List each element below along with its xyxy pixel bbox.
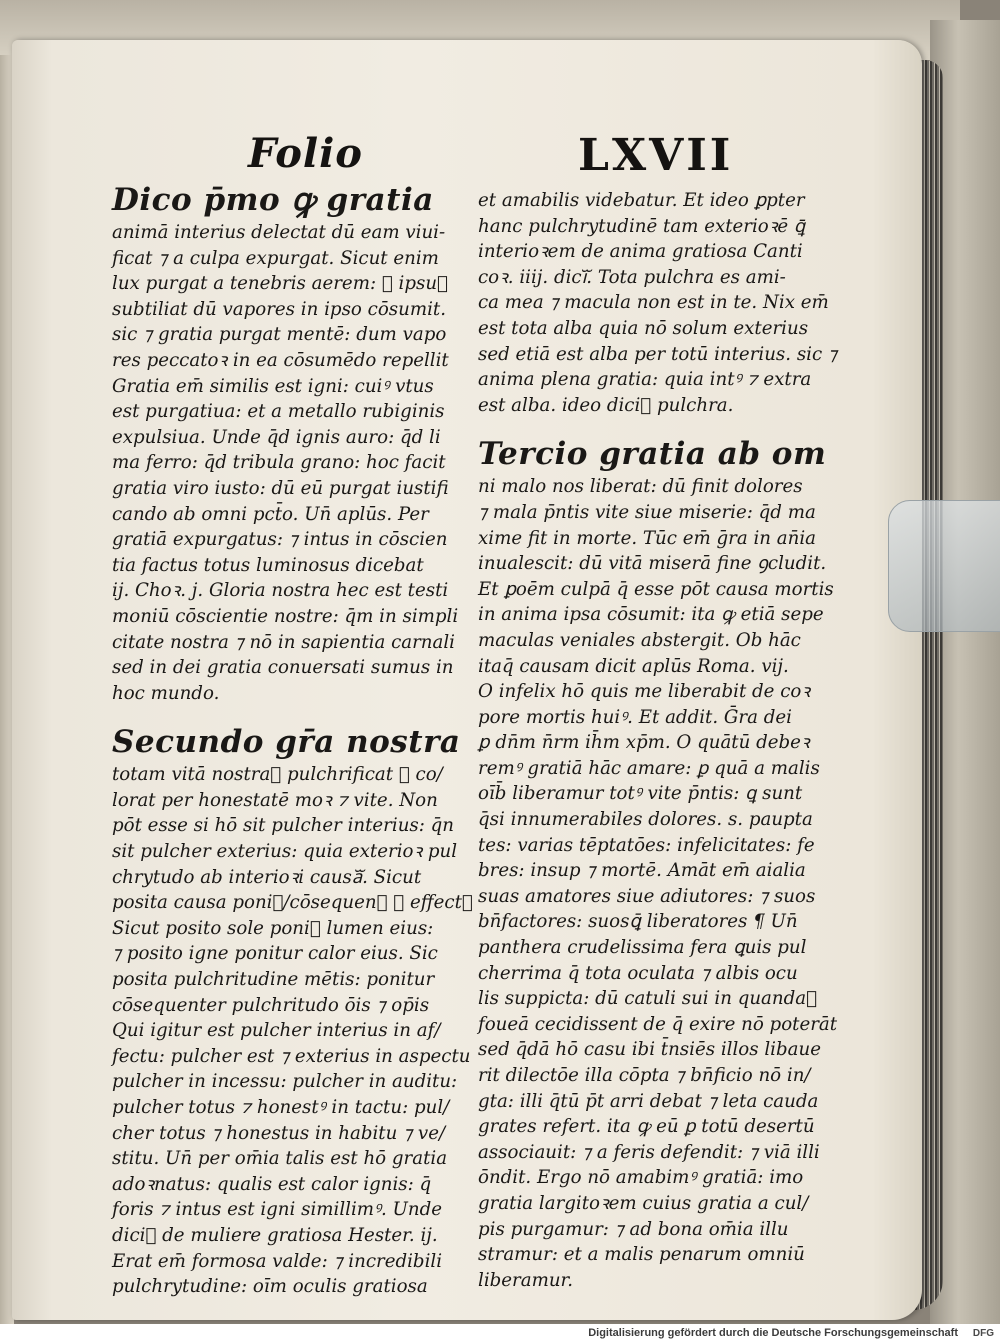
text-line: q̄si innumerabiles dolores. s. paupta bbox=[478, 809, 813, 831]
text-line: bres: insup ⁊ mortē. Amāt em̄ aialia bbox=[478, 860, 806, 882]
text-line: pis purgamur: ⁊ ad bona om̄ia illu bbox=[478, 1218, 789, 1240]
section-heading-second: Secundo gr̄a nostra bbox=[112, 724, 461, 761]
text-line: cōsequenter pulchritudo ōis ⁊ op̄is bbox=[112, 994, 430, 1016]
text-line: gratiā expurgatus: ⁊ intus in cōscien bbox=[112, 529, 448, 551]
text-line: gta: illi q̄tū p̄t arri debat ⁊ leta cauda bbox=[478, 1090, 819, 1112]
text-line: posita causa poniᷓ/cōsequenᷓ ⁊ effectꝰ bbox=[112, 892, 473, 914]
text-line: pulcher totus ⁊ honestꝰ in tactu: pul/ bbox=[112, 1097, 450, 1118]
text-line: hoc mundo. bbox=[112, 682, 220, 704]
text-line: subtiliat dū vapores in ipso cōsumit. bbox=[112, 298, 446, 320]
text-line: sed q̄dā hō casu ibi t̄nsiēs illos libaue bbox=[478, 1039, 821, 1061]
text-line: panthera crudelissima fera ꝗuis pul bbox=[478, 937, 807, 959]
text-line: pore mortis huiꝰ. Et addit. Ḡra dei bbox=[478, 706, 792, 728]
text-line: sic ⁊ gratia purgat mentē: dum vapo bbox=[112, 324, 447, 346]
right-paragraph-2 bbox=[478, 474, 838, 1293]
text-line: lux purgat a tenebris aerem: ⁊ ipsuᷓ bbox=[112, 273, 448, 295]
left-paragraph-1 bbox=[112, 220, 472, 706]
text-line: citate nostra ⁊ nō in sapientia carnali bbox=[112, 631, 455, 653]
text-line: sed etiā est alba per totū interius. sic ⁊ bbox=[478, 343, 837, 365]
text-line: ⁊ posito igne ponitur calor eius. Sic bbox=[112, 943, 438, 965]
text-line: diciᷓ de muliere gratiosa Hester. ij. bbox=[112, 1224, 438, 1246]
text-line: oīb̄ liberamur totꝰ vite p̄ntis: ꝗ sunt bbox=[478, 783, 803, 805]
text-line: cherrima q̄ tota oculata ⁊ albis ocu bbox=[478, 962, 798, 984]
text-line: pulcher in incessu: pulcher in auditu: bbox=[112, 1071, 458, 1093]
text-line: inualescit: dū vitā miserā fine ꝯcludit. bbox=[478, 553, 827, 575]
text-line: est alba. ideo diciᷓ pulchra. bbox=[478, 394, 734, 416]
text-line: ⁊ mala p̄ntis vite siue miserie: q̄d ma bbox=[478, 501, 816, 523]
text-line: adoꝛnatus: qualis est calor ignis: q̄ bbox=[112, 1173, 432, 1195]
text-line: lis suppicta: dū catuli sui in quandaᷓ bbox=[478, 988, 818, 1010]
right-column bbox=[478, 188, 838, 1293]
section-heading-third: Tercio gratia ab om bbox=[478, 436, 827, 473]
text-line: Sicut posito sole poniᷓ lumen eius: bbox=[112, 917, 434, 939]
text-line: gratia largitoꝛem cuius gratia a cul/ bbox=[478, 1192, 809, 1214]
folio-number: LXVII bbox=[578, 130, 734, 181]
text-line: interioꝛem de anima gratiosa Canti bbox=[478, 241, 803, 263]
folio-label: Folio bbox=[248, 130, 363, 177]
text-line: animā interius delectat dū eam viui- bbox=[112, 222, 446, 243]
text-line: foueā cecidissent de q̄ exire nō poterāt bbox=[478, 1013, 838, 1035]
text-line: Et ꝑoēm culpā q̄ esse pōt causa mortis bbox=[478, 578, 834, 600]
text-line: rit dilectōe illa cōpta ⁊ bn̄ficio nō in/ bbox=[478, 1065, 811, 1086]
text-line: cando ab omni pct̄o. Un̄ aplūs. Per bbox=[112, 503, 429, 525]
page-clip bbox=[888, 500, 1000, 632]
text-line: chrytudo ab interioꝛi causaᷓ. Sicut bbox=[112, 866, 422, 888]
text-line: foris ⁊ intus est igni simillimꝰ. Unde bbox=[112, 1199, 442, 1221]
text-line: expulsiua. Unde q̄d ignis auro: q̄d li bbox=[112, 426, 441, 448]
text-line: hanc pulchrytudinē tam exterioꝛē ꝗ̄ bbox=[478, 215, 806, 237]
right-paragraph-1 bbox=[478, 188, 837, 418]
text-line: ni malo nos liberat: dū finit dolores bbox=[478, 476, 803, 498]
text-line: bn̄factores: suosꝗ̄ liberatores ¶ Un̄ bbox=[478, 911, 798, 933]
text-line: pōt esse si hō sit pulcher interius: q̄n bbox=[112, 815, 455, 837]
text-line: ma ferro: q̄d tribula grano: hoc facit bbox=[112, 452, 446, 474]
text-line: associauit: ⁊ a feris defendit: ⁊ viā illi bbox=[478, 1141, 820, 1163]
text-line: tes: varias tēptatōes: infelicitates: fe bbox=[478, 834, 815, 856]
text-line: fectu: pulcher est ⁊ exterius in aspectu bbox=[112, 1045, 471, 1067]
text-line: moniū cōscientie nostre: q̄m in simpli bbox=[112, 605, 459, 627]
text-line: ca mea ⁊ macula non est in te. Nix em̄ bbox=[478, 292, 829, 314]
text-line: coꝛ. iiij. diciᷓ. Tota pulchra es ami- bbox=[478, 266, 786, 288]
text-line: gratia viro iusto: dū eū purgat iustifi bbox=[112, 477, 449, 499]
text-line: remꝰ gratiā hāc amare: ꝑ quā a malis bbox=[478, 757, 820, 779]
text-line: totam vitā nostraᷓ pulchrificat ⁊ co/ bbox=[112, 764, 443, 786]
left-column bbox=[112, 178, 472, 1300]
text-line: posita pulchritudine mētis: ponitur bbox=[112, 969, 435, 991]
text-line: stitu. Un̄ per om̄ia talis est hō gratia bbox=[112, 1148, 448, 1170]
text-line: cher totus ⁊ honestus in habitu ⁊ ve/ bbox=[112, 1122, 446, 1144]
text-line: xime fit in morte. Tūc em̄ ḡra in an̄ia bbox=[478, 527, 817, 549]
footer-bar bbox=[0, 1324, 1000, 1344]
footer-credit: Digitalisierung gefördert durch die Deutsche Forschungsgemeinschaft bbox=[588, 1327, 958, 1339]
text-line: suas amatores siue adiutores: ⁊ suos bbox=[478, 885, 816, 907]
text-line: anima plena gratia: quia intꝰ ⁊ extra bbox=[478, 369, 812, 391]
text-line: res peccatoꝛ in ea cōsumēdo repellit bbox=[112, 349, 449, 371]
text-line: liberamur. bbox=[478, 1269, 574, 1291]
text-line: Gratia em̄ similis est igni: cuiꝰ vtus bbox=[112, 375, 434, 397]
text-line: ij. Choꝛ. j. Gloria nostra hec est testi bbox=[112, 580, 449, 602]
text-line: stramur: et a malis penarum omniū bbox=[478, 1244, 805, 1266]
left-paragraph-2 bbox=[112, 762, 472, 1299]
dfg-logo: DFG bbox=[972, 1328, 994, 1339]
section-heading-first: Dico p̄mo ꝙ gratia bbox=[112, 182, 434, 218]
text-line: Erat em̄ formosa valde: ⁊ incredibili bbox=[112, 1250, 443, 1272]
text-line: in anima ipsa cōsumit: ita ꝙ etiā sepe bbox=[478, 604, 824, 626]
text-line: tia factus totus luminosus dicebat bbox=[112, 554, 424, 576]
text-line: lorat per honestatē moꝛ ⁊ vite. Non bbox=[112, 789, 438, 811]
text-line: sed in dei gratia conuersati sumus in bbox=[112, 657, 454, 679]
text-line: ꝑ dn̄m n̄rm ih̄m xp̄m. O quātū debeꝛ bbox=[478, 732, 810, 754]
text-line: ōndit. Ergo nō amabimꝰ gratiā: imo bbox=[478, 1167, 804, 1189]
text-line: sit pulcher exterius: quia exterioꝛ pul bbox=[112, 841, 458, 863]
text-line: itaq̄ causam dicit aplūs Roma. vij. bbox=[478, 655, 789, 677]
text-line: maculas veniales abstergit. Ob hāc bbox=[478, 629, 801, 651]
text-line: O infelix hō quis me liberabit de coꝛ bbox=[478, 681, 810, 703]
text-line: grates refert. ita ꝙ eū ꝑ totū desertū bbox=[478, 1116, 815, 1138]
text-line: et amabilis videbatur. Et ideo ꝑpter bbox=[478, 190, 805, 211]
text-line: est tota alba quia nō solum exterius bbox=[478, 317, 809, 339]
text-line: Qui igitur est pulcher interius in af/ bbox=[112, 1020, 441, 1042]
text-line: ficat ⁊ a culpa expurgat. Sicut enim bbox=[112, 247, 439, 269]
text-line: est purgatiua: et a metallo rubiginis bbox=[112, 401, 445, 423]
text-line: pulchrytudine: oīm oculis gratiosa bbox=[112, 1276, 428, 1298]
